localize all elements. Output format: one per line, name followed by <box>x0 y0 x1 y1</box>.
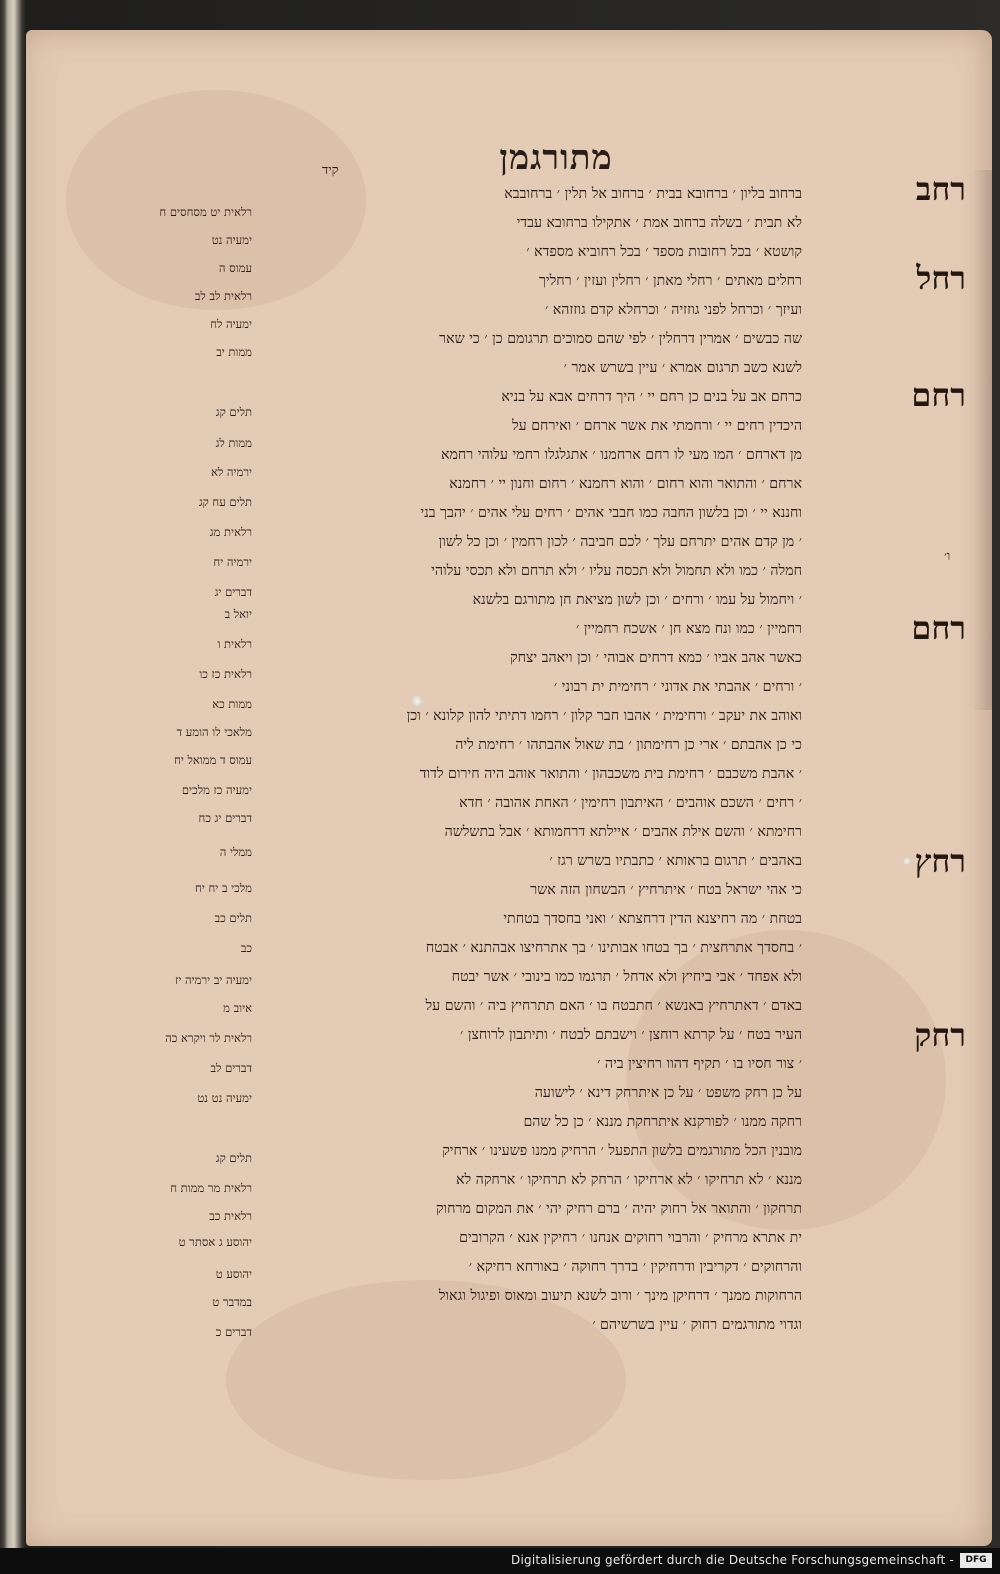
footer-bar <box>0 1548 1000 1574</box>
margin-reference: יהוסע ט <box>215 1267 252 1281</box>
headword: רחם <box>911 376 966 414</box>
text-line: היכדין רחים יי ׳ ורחמתי את אשר ארחם ׳ ואירחם על <box>512 418 802 434</box>
margin-reference: ממות כא <box>212 697 252 711</box>
margin-reference: כב <box>240 941 252 955</box>
side-mark: ו׳ <box>944 549 951 564</box>
text-line: שה כבשים ׳ אמרין דרחלין ׳ לפי שהם סמוכים תרגומם כן ׳ כי שאר <box>439 331 802 347</box>
text-line: חמלה ׳ כמו ולא תחמול ולא תכסה עליו ׳ ולא תרחם ולא תכסי עלוהי <box>431 563 802 579</box>
margin-reference: ימעיה נט <box>211 233 252 247</box>
text-line: לשנא כשב תרגום אמרא ׳ עיין בשרש אמר ׳ <box>563 360 802 376</box>
text-line: באהבים ׳ תרגום בראותא ׳ כתבתיו בשרש רגז ׳ <box>549 853 802 869</box>
text-line: על כן רחק משפט ׳ על כן איתרחק דינא ׳ לישועה <box>534 1085 802 1101</box>
margin-reference: רלאית כב <box>209 1209 252 1223</box>
margin-reference: יואל ב <box>224 607 252 621</box>
text-line: תרחקון ׳ והתואר אל רחוק יהיה ׳ ברם רחיק יהי ׳ את המקום מרחוק <box>435 1201 802 1217</box>
margin-reference: תלים קג <box>215 1151 252 1165</box>
text-line: ׳ ורחים ׳ אהבתי את אדוני ׳ רחימית ית רבוני ׳ <box>553 679 802 695</box>
text-line: באדם ׳ דאתרחיץ באנשא ׳ חתבטח בו ׳ האם תתרחיץ ביה ׳ והשם על <box>425 998 802 1014</box>
margin-reference: תלים עח קג <box>198 495 252 509</box>
text-line: ׳ רחים ׳ השכם אוהבים ׳ האיתבון רחימין ׳ האחת אהובה ׳ חדא <box>459 795 802 811</box>
text-line: כי אהי ישראל בטח ׳ איתרחיץ ׳ הבשחון הזה אשר <box>530 882 802 898</box>
margin-reference: ירמיה יח <box>213 555 252 569</box>
margin-reference: רלאית לר ויקרא כה <box>165 1031 252 1045</box>
text-line: כאשר אהב אביו ׳ כמא דרחים אבוהי ׳ וכן ויאהב יצחק <box>510 650 802 666</box>
text-line: ית אתרא מרחיק ׳ והרבוי רחוקים אנחנו ׳ רחיקין אנא ׳ הקרובים <box>459 1230 802 1246</box>
text-line: העיר בטח ׳ על קרתא רוחצן ׳ וישבתם לבטח ׳ ותיתבון לרוחצן ׳ <box>460 1027 802 1043</box>
text-line: קושטא ׳ בכל רחובות מספד ׳ בכל רחוביא מספדא ׳ <box>526 244 802 260</box>
margin-reference: ירמיה לא <box>210 465 252 479</box>
margin-reference: ימעיה יב ירמיה יז <box>175 973 252 987</box>
margin-reference: דברים לב <box>210 1061 252 1075</box>
margin-reference: ממות יב <box>216 345 252 359</box>
text-line: ׳ מן קדם אהים יתרחם עלך ׳ לכם חביבה ׳ לכון רחמין ׳ וכן כל לשון <box>438 534 802 550</box>
text-line: ארחם ׳ והתואר והוא רחום ׳ והוא רחמנא ׳ רחום וחנון יי ׳ רחמנא <box>449 476 802 492</box>
text-line: וגדוי מתורגמים רחוק ׳ עיין בשרשיהם ׳ <box>592 1317 802 1333</box>
text-line: ברחוב בליון ׳ ברחובא בבית ׳ ברחוב אל תלין ׳ ברחובבא <box>504 186 802 202</box>
margin-reference: יהוסע ג אסתר ט <box>178 1235 252 1249</box>
margin-reference: ימעיה כז מלכים <box>181 783 252 797</box>
margin-reference: רלאית כז כו <box>199 667 252 681</box>
text-line: רחקה ממנו ׳ לפורקנא איתרחקת מננא ׳ כן כל שהם <box>523 1114 802 1130</box>
text-line: וחננא יי ׳ וכן בלשון החבה כמו חבבי אהים ׳ רחים עלי אהים ׳ יהבך בני <box>420 505 802 521</box>
text-line: מננא ׳ לא תרחיקו ׳ לא ארחיקו ׳ הרחק לא תרחיקו ׳ ארחקה לא <box>456 1172 802 1188</box>
margin-reference: רלאית מג <box>209 525 252 539</box>
margin-reference: מלאכי לו הומע ד <box>176 725 252 739</box>
text-line: רחימתא ׳ והשם אילת אהבים ׳ איילתא דרחמותא ׳ אבל בתשלשה <box>444 824 802 840</box>
headword: רחם <box>911 609 966 647</box>
text-line: ׳ אהבת משכבם ׳ רחימת בית משכבהון ׳ והתואר אוהב היה חירום לדוד <box>419 766 802 782</box>
margin-reference: רלאית ו <box>217 637 252 651</box>
margin-reference: מלכי ב יח יח <box>195 881 252 895</box>
margin-reference: תלים קג <box>215 405 252 419</box>
text-line: ולא אפחד ׳ אבי ביחיץ ולא אדחל ׳ תרגמו כמו בינובי ׳ אשר יבטח <box>451 969 802 985</box>
margin-reference: ממלי ה <box>219 845 252 859</box>
margin-reference: במדבר ט <box>212 1295 252 1309</box>
margin-reference: דברים כ <box>215 1325 252 1339</box>
text-line: ׳ בחסדך אתרחצית ׳ בך בטחו אבותינו ׳ בך אתרחיצו אבהתנא ׳ אבטח <box>425 940 802 956</box>
text-line: רחמיין ׳ כמו ונח מצא חן ׳ אשכח רחמיין ׳ <box>576 621 802 637</box>
margin-reference: רלאית יט מסחסים ח <box>159 205 252 219</box>
headword: רחל <box>916 259 966 297</box>
margin-reference: רלאית מר ממות ח <box>170 1181 252 1195</box>
text-line: ואוהב את יעקב ׳ ורחימית ׳ אהבו חבר קלון ׳ רחמו דתיתי להון קלונא ׳ וכן <box>406 708 802 724</box>
margin-reference: רלאית לב לב <box>194 289 252 303</box>
margin-reference: עמוס ד ממואל יח <box>174 753 252 767</box>
dfg-logo: DFG <box>960 1553 992 1568</box>
text-line: מובנין הכל מתורגמים בלשון התפעל ׳ הרחיק ממנו פשעינו ׳ ארחיק <box>442 1143 802 1159</box>
margin-reference: דברים יג כח <box>198 811 252 825</box>
margin-reference: איוב מ <box>223 1001 252 1015</box>
text-line: הרחוקות ממנך ׳ דרחיקן מינך ׳ ורוב לשנא תיעוב ומאוס ופיגול וגאול <box>438 1288 802 1304</box>
page-number: קיד <box>322 163 339 178</box>
text-line: בטחת ׳ מה רחיצנא הדין דרחצתא ׳ ואני בחסדך בטחתי <box>503 911 802 927</box>
page-title: מתורגמן <box>499 138 613 178</box>
text-line: כרחם אב על בנים כן רחם יי ׳ היך דרחים אבא על בניא <box>501 389 802 405</box>
footer-credit: Digitalisierung gefördert durch die Deutsche Forschungsgemeinschaft - <box>511 1553 954 1567</box>
margin-reference: דברים יג <box>214 585 252 599</box>
margin-reference: עמוס ה <box>218 261 252 275</box>
main-text-column <box>274 180 802 1340</box>
margin-reference: ימעיה לח <box>210 317 252 331</box>
right-edge-shadow <box>972 170 992 710</box>
headword: רחב <box>915 170 966 208</box>
book-page <box>26 30 992 1546</box>
text-line: והרחוקים ׳ דקריבין ודרחיקין ׳ בדרך רחוקה ׳ באורחא רחיקא ׳ <box>468 1259 802 1275</box>
headword: רחץ <box>914 842 966 880</box>
text-line: ׳ צור חסיו בו ׳ תקיף דהוו רחיצין ביה ׳ <box>597 1056 802 1072</box>
text-line: לא תבית ׳ בשלה ברחוב אמת ׳ אתקילו ברחובא עבדי <box>516 215 802 231</box>
margin-reference: ימעיה נט נט <box>197 1091 252 1105</box>
margin-reference: ממות לג <box>215 436 252 450</box>
margin-reference: תלים כב <box>214 911 252 925</box>
text-line: ועיזך ׳ וכרחל לפני גוזזיה ׳ וכרחלא קדם גוזזהא ׳ <box>544 302 802 318</box>
text-line: כי כן אהבתם ׳ ארי כן רחימתון ׳ בת שאול אהבתהו ׳ רחימת ליה <box>455 737 802 753</box>
headword: רחק <box>914 1016 966 1054</box>
text-line: ׳ ויחמול על עמו ׳ ורחים ׳ וכן לשון מציאת חן מתורגם בלשנא <box>472 592 802 608</box>
text-line: רחלים מאתים ׳ רחלי מאתן ׳ רחלין ועזין ׳ רחליך <box>538 273 802 289</box>
text-line: מן דארחם ׳ המו מעי לו רחם ארחמנו ׳ אתגלגלו רחמי עלוהי רחמא <box>440 447 802 463</box>
